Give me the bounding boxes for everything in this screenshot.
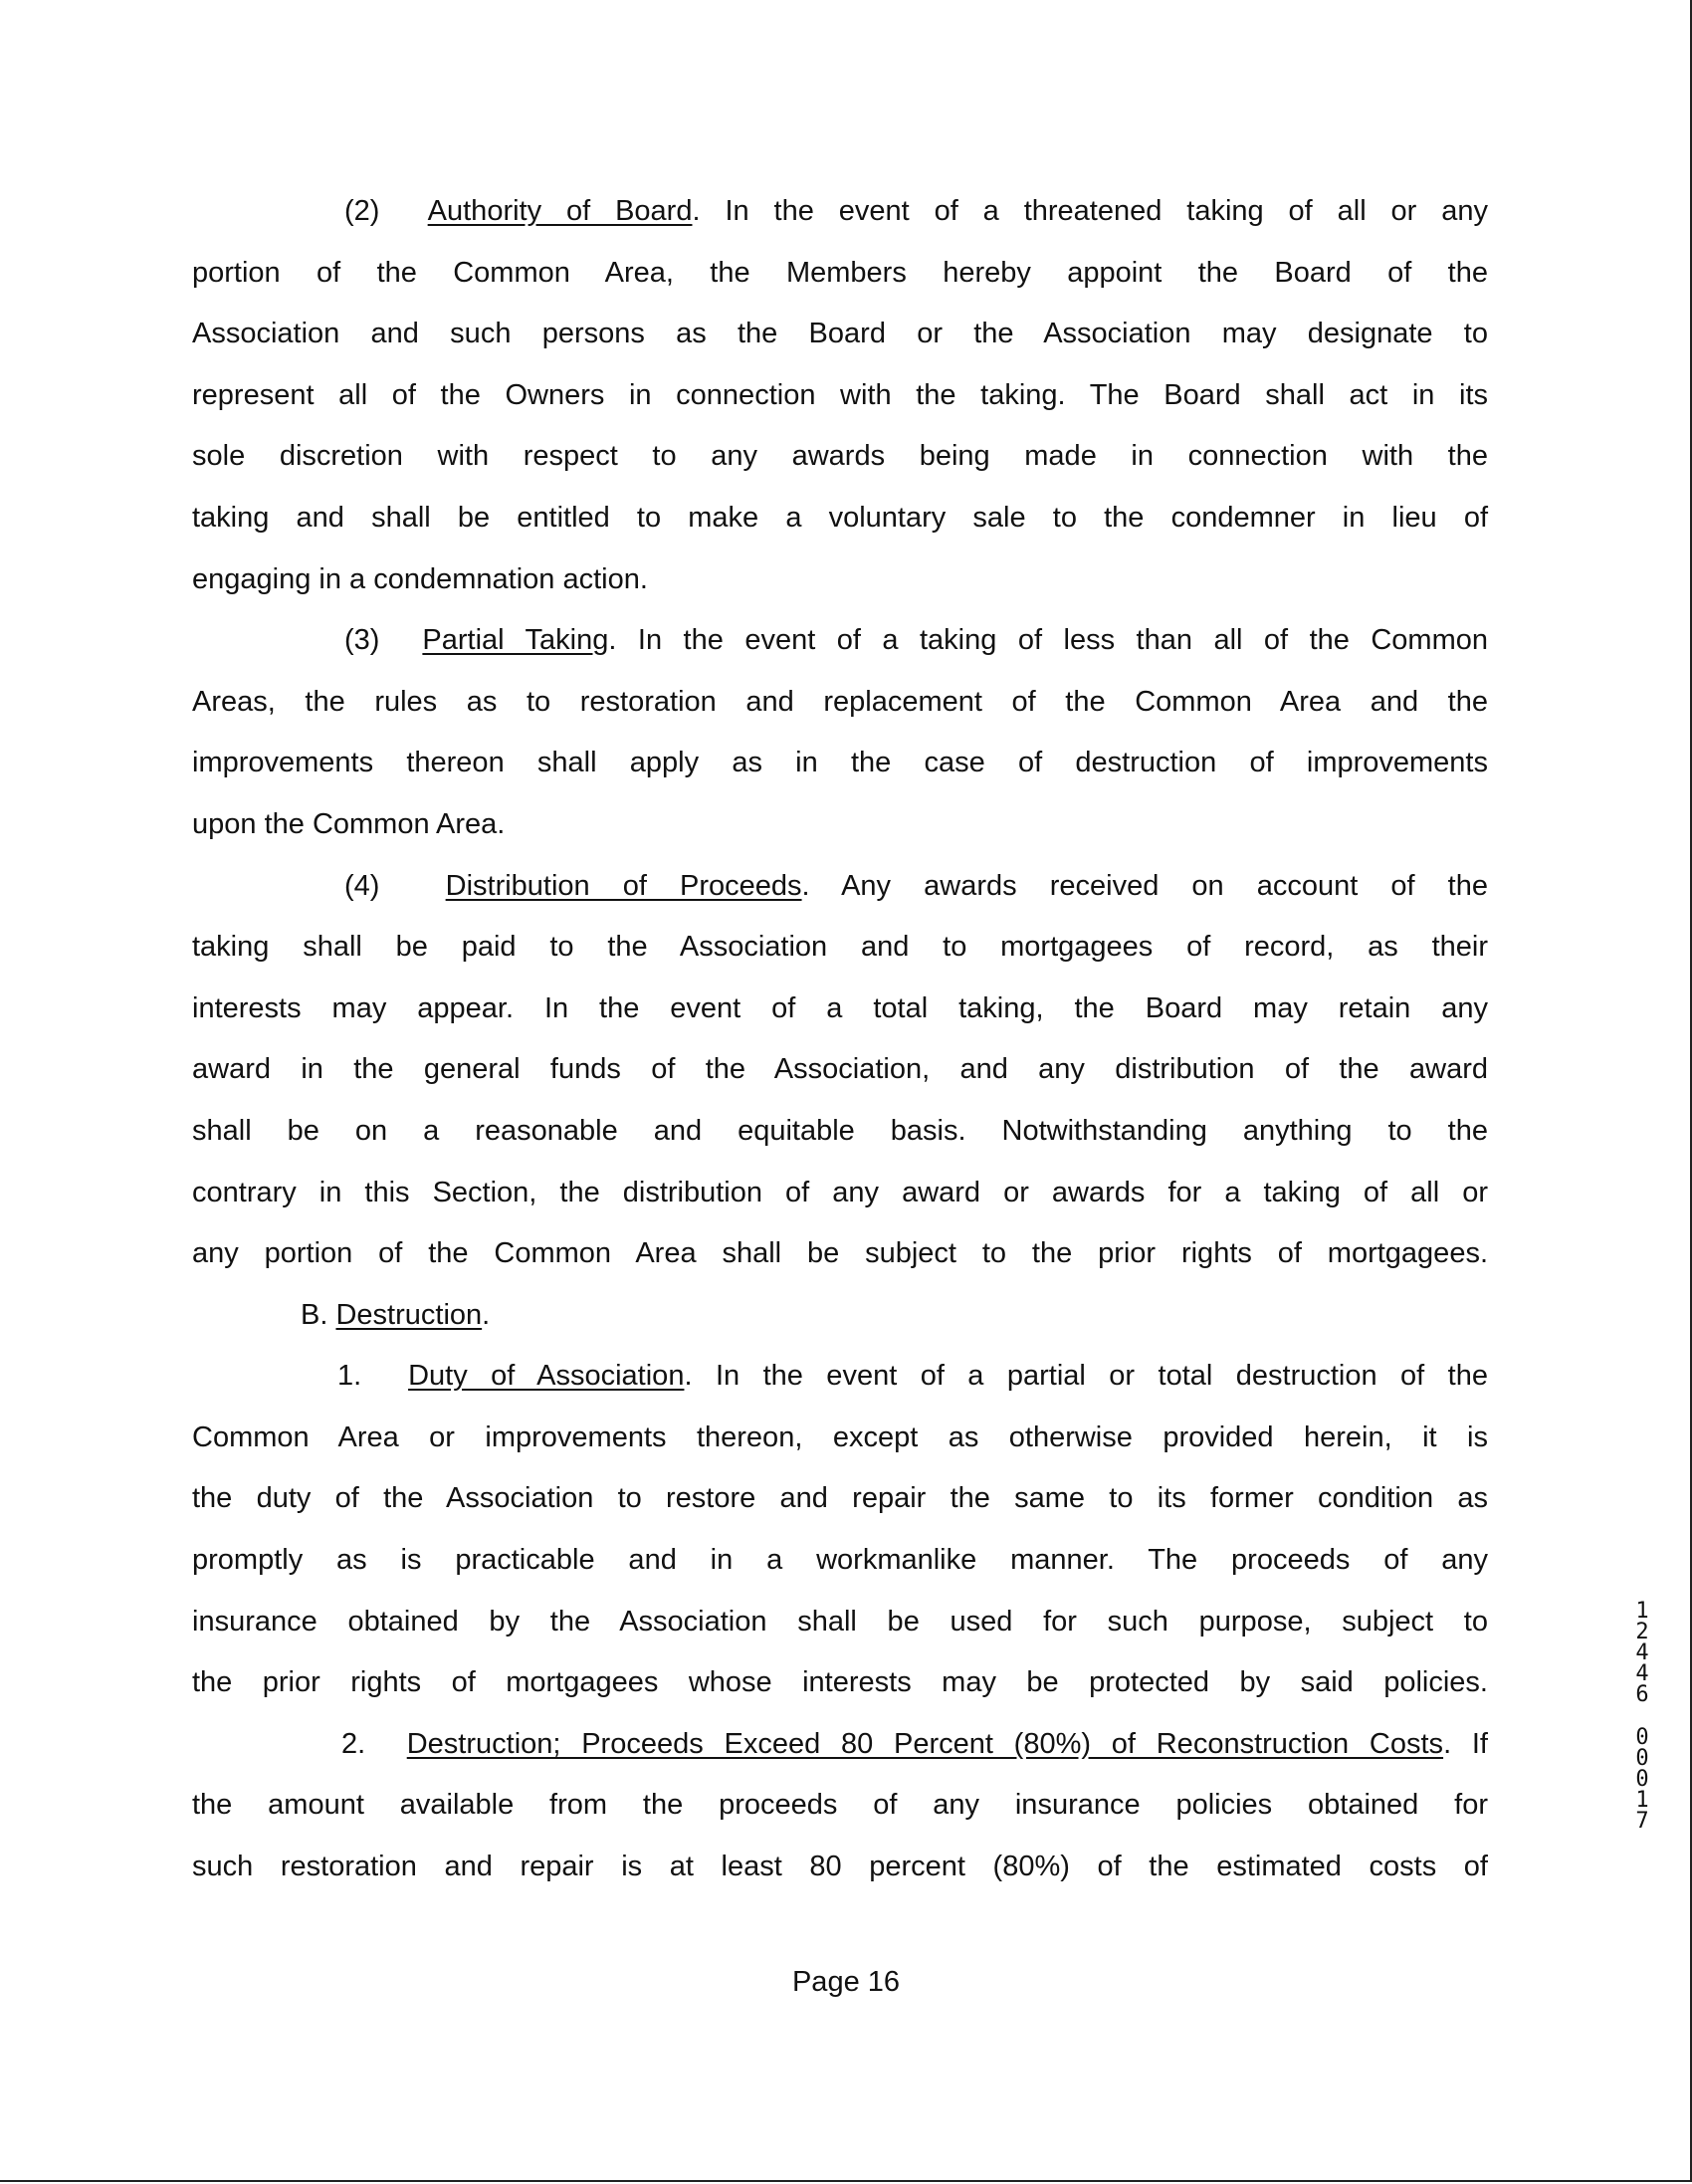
text-line: shall be on a reasonable and equitable basis. Notwithstanding anything to the <box>192 1114 1488 1147</box>
text-line: taking and shall be entitled to make a voluntary sale to the condemner in lieu of <box>192 501 1488 534</box>
text-line: the prior rights of mortgagees whose interests may be protected by said policies. <box>192 1666 1488 1699</box>
text-line: contrary in this Section, the distribution of any award or awards for a taking of all or <box>192 1176 1488 1208</box>
section-b-heading <box>192 1285 1488 1347</box>
stamp-digit: 0 <box>1635 1767 1649 1792</box>
stamp-digit: 7 <box>1635 1809 1649 1834</box>
text-line: Association and such persons as the Board or the Association may designate to <box>192 318 1488 350</box>
text-line: portion of the Common Area, the Members hereby appoint the Board of the <box>192 256 1488 289</box>
paragraph-heading: Distribution of Proceeds <box>445 869 802 902</box>
document-body <box>192 181 1488 1898</box>
paragraph-text: . In the event of a taking of less than all of the Common <box>608 624 1489 657</box>
stamp-digit: 6 <box>1635 1682 1649 1707</box>
paragraph-heading: Partial Taking <box>422 624 609 657</box>
text-line: represent all of the Owners in connection with the taking. The Board shall act in its <box>192 378 1488 411</box>
stamp-digit: 1 <box>1635 1599 1649 1624</box>
paragraph-heading: Duty of Association <box>408 1360 685 1393</box>
paragraph-4-first-line <box>192 856 1488 918</box>
document-number-stamp <box>1630 1601 1654 1832</box>
paragraph-number: (2) <box>344 195 380 227</box>
text-line: engaging in a condemnation action. <box>192 562 648 595</box>
section-number: B. <box>301 1298 328 1331</box>
paragraph-heading: Destruction; Proceeds Exceed 80 Percent (80%) of Reconstruction Costs <box>406 1727 1444 1760</box>
paragraph-text: . In the event of a threatened taking of all or any <box>692 195 1488 227</box>
text-line: such restoration and repair is at least 80 percent (80%) of the estimated costs of <box>192 1851 1488 1883</box>
stamp-digit: 0 <box>1635 1746 1649 1771</box>
text-line: the amount available from the proceeds of any insurance policies obtained for <box>192 1789 1488 1822</box>
stamp-digit: 2 <box>1635 1620 1649 1644</box>
paragraph-3-first-line <box>192 610 1488 672</box>
paragraph-text: . If <box>1443 1727 1488 1760</box>
text-line: taking shall be paid to the Association and to mortgagees of record, as their <box>192 931 1488 964</box>
text-line: Areas, the rules as to restoration and replacement of the Common Area and the <box>192 685 1488 718</box>
stamp-digit: 1 <box>1635 1788 1649 1813</box>
paragraph-number: (3) <box>344 624 380 657</box>
paragraph-b2-first-line <box>192 1714 1488 1776</box>
stamp-digit: 4 <box>1635 1640 1649 1665</box>
stamp-digit: 0 <box>1635 1725 1649 1750</box>
page-number: Page 16 <box>791 1966 901 1998</box>
text-line: Common Area or improvements thereon, except as otherwise provided herein, it is <box>192 1420 1488 1453</box>
text-line: improvements thereon shall apply as in the case of destruction of improvements <box>192 747 1488 779</box>
paragraph-number: 2. <box>341 1727 366 1760</box>
text-line: the duty of the Association to restore and repair the same to its former condition as <box>192 1482 1488 1515</box>
paragraph-text: . In the event of a partial or total destruction of the <box>684 1360 1488 1393</box>
paragraph-2-first-line <box>192 181 1488 243</box>
text-line: award in the general funds of the Association, and any distribution of the award <box>192 1053 1488 1086</box>
stamp-gap <box>1630 1705 1654 1727</box>
text-line: insurance obtained by the Association shall be used for such purpose, subject to <box>192 1605 1488 1638</box>
paragraph-b1-first-line <box>192 1346 1488 1408</box>
paragraph-heading: Authority of Board <box>427 195 693 227</box>
section-heading-period: . <box>482 1298 491 1331</box>
paragraph-number: (4) <box>344 869 380 902</box>
text-line: interests may appear. In the event of a total taking, the Board may retain any <box>192 991 1488 1024</box>
section-heading: Destruction <box>335 1298 483 1331</box>
text-line: any portion of the Common Area shall be subject to the prior rights of mortgagees. <box>192 1237 1488 1270</box>
text-line: sole discretion with respect to any awards being made in connection with the <box>192 440 1488 473</box>
text-line: promptly as is practicable and in a workmanlike manner. The proceeds of any <box>192 1544 1488 1577</box>
text-line: upon the Common Area. <box>192 807 506 840</box>
stamp-digit: 4 <box>1635 1661 1649 1686</box>
paragraph-text: . Any awards received on account of the <box>801 869 1488 902</box>
paragraph-number: 1. <box>337 1360 362 1393</box>
